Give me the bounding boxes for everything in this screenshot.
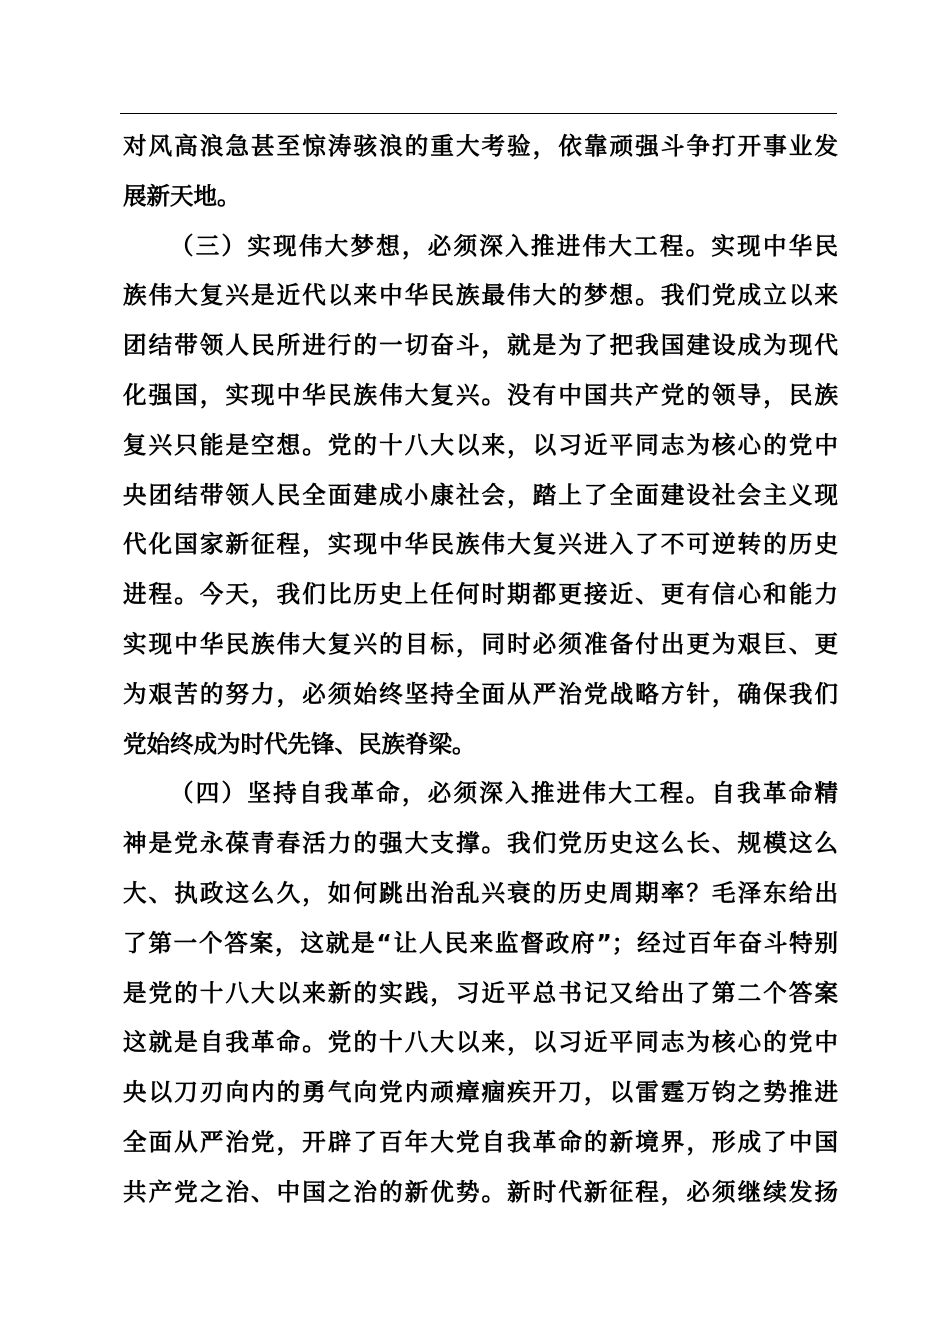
text-line: 对风高浪急甚至惊涛骇浪的重大考验，依靠顽强斗争打开事业发 — [123, 132, 838, 160]
text-line: 族伟大复兴是近代以来中华民族最伟大的梦想。我们党成立以来 — [123, 281, 838, 310]
header-rule — [120, 113, 837, 114]
text-line: 这就是自我革命。党的十八大以来，以习近平同志为核心的党中 — [123, 1028, 838, 1057]
text-line: （四）坚持自我革命，必须深入推进伟大工程。自我革命精 — [170, 779, 838, 808]
text-line: 是党的十八大以来新的实践，习近平总书记又给出了第二个答案 — [123, 978, 838, 1007]
text-line: 复兴只能是空想。党的十八大以来，以习近平同志为核心的党中 — [123, 430, 838, 459]
body-text — [123, 126, 838, 1222]
text-line: 大、执政这么久，如何跳出治乱兴衰的历史周期率？毛泽东给出 — [123, 878, 838, 907]
text-line: 了第一个答案，这就是“让人民来监督政府”；经过百年奋斗特别 — [123, 928, 838, 957]
text-line: 展新天地。 — [123, 181, 241, 210]
text-line: 央团结带领人民全面建成小康社会，踏上了全面建设社会主义现 — [123, 480, 838, 509]
text-line: （三）实现伟大梦想，必须深入推进伟大工程。实现中华民 — [170, 231, 838, 260]
text-line: 代化国家新征程，实现中华民族伟大复兴进入了不可逆转的历史 — [123, 530, 838, 559]
text-line: 进程。今天，我们比历史上任何时期都更接近、更有信心和能力 — [123, 580, 838, 609]
text-line: 化强国，实现中华民族伟大复兴。没有中国共产党的领导，民族 — [123, 380, 838, 409]
text-line: 共产党之治、中国之治的新优势。新时代新征程，必须继续发扬 — [123, 1177, 838, 1206]
text-line: 神是党永葆青春活力的强大支撑。我们党历史这么长、规模这么 — [123, 829, 838, 858]
text-line: 团结带领人民所进行的一切奋斗，就是为了把我国建设成为现代 — [123, 331, 838, 360]
text-line: 全面从严治党，开辟了百年大党自我革命的新境界，形成了中国 — [123, 1127, 838, 1156]
text-line: 党始终成为时代先锋、民族脊梁。 — [123, 729, 476, 758]
text-line: 为艰苦的努力，必须始终坚持全面从严治党战略方针，确保我们 — [123, 679, 838, 708]
text-line: 央以刀刃向内的勇气向党内顽瘴痼疾开刀，以雷霆万钧之势推进 — [123, 1078, 838, 1107]
text-line: 实现中华民族伟大复兴的目标，同时必须准备付出更为艰巨、更 — [123, 629, 838, 658]
